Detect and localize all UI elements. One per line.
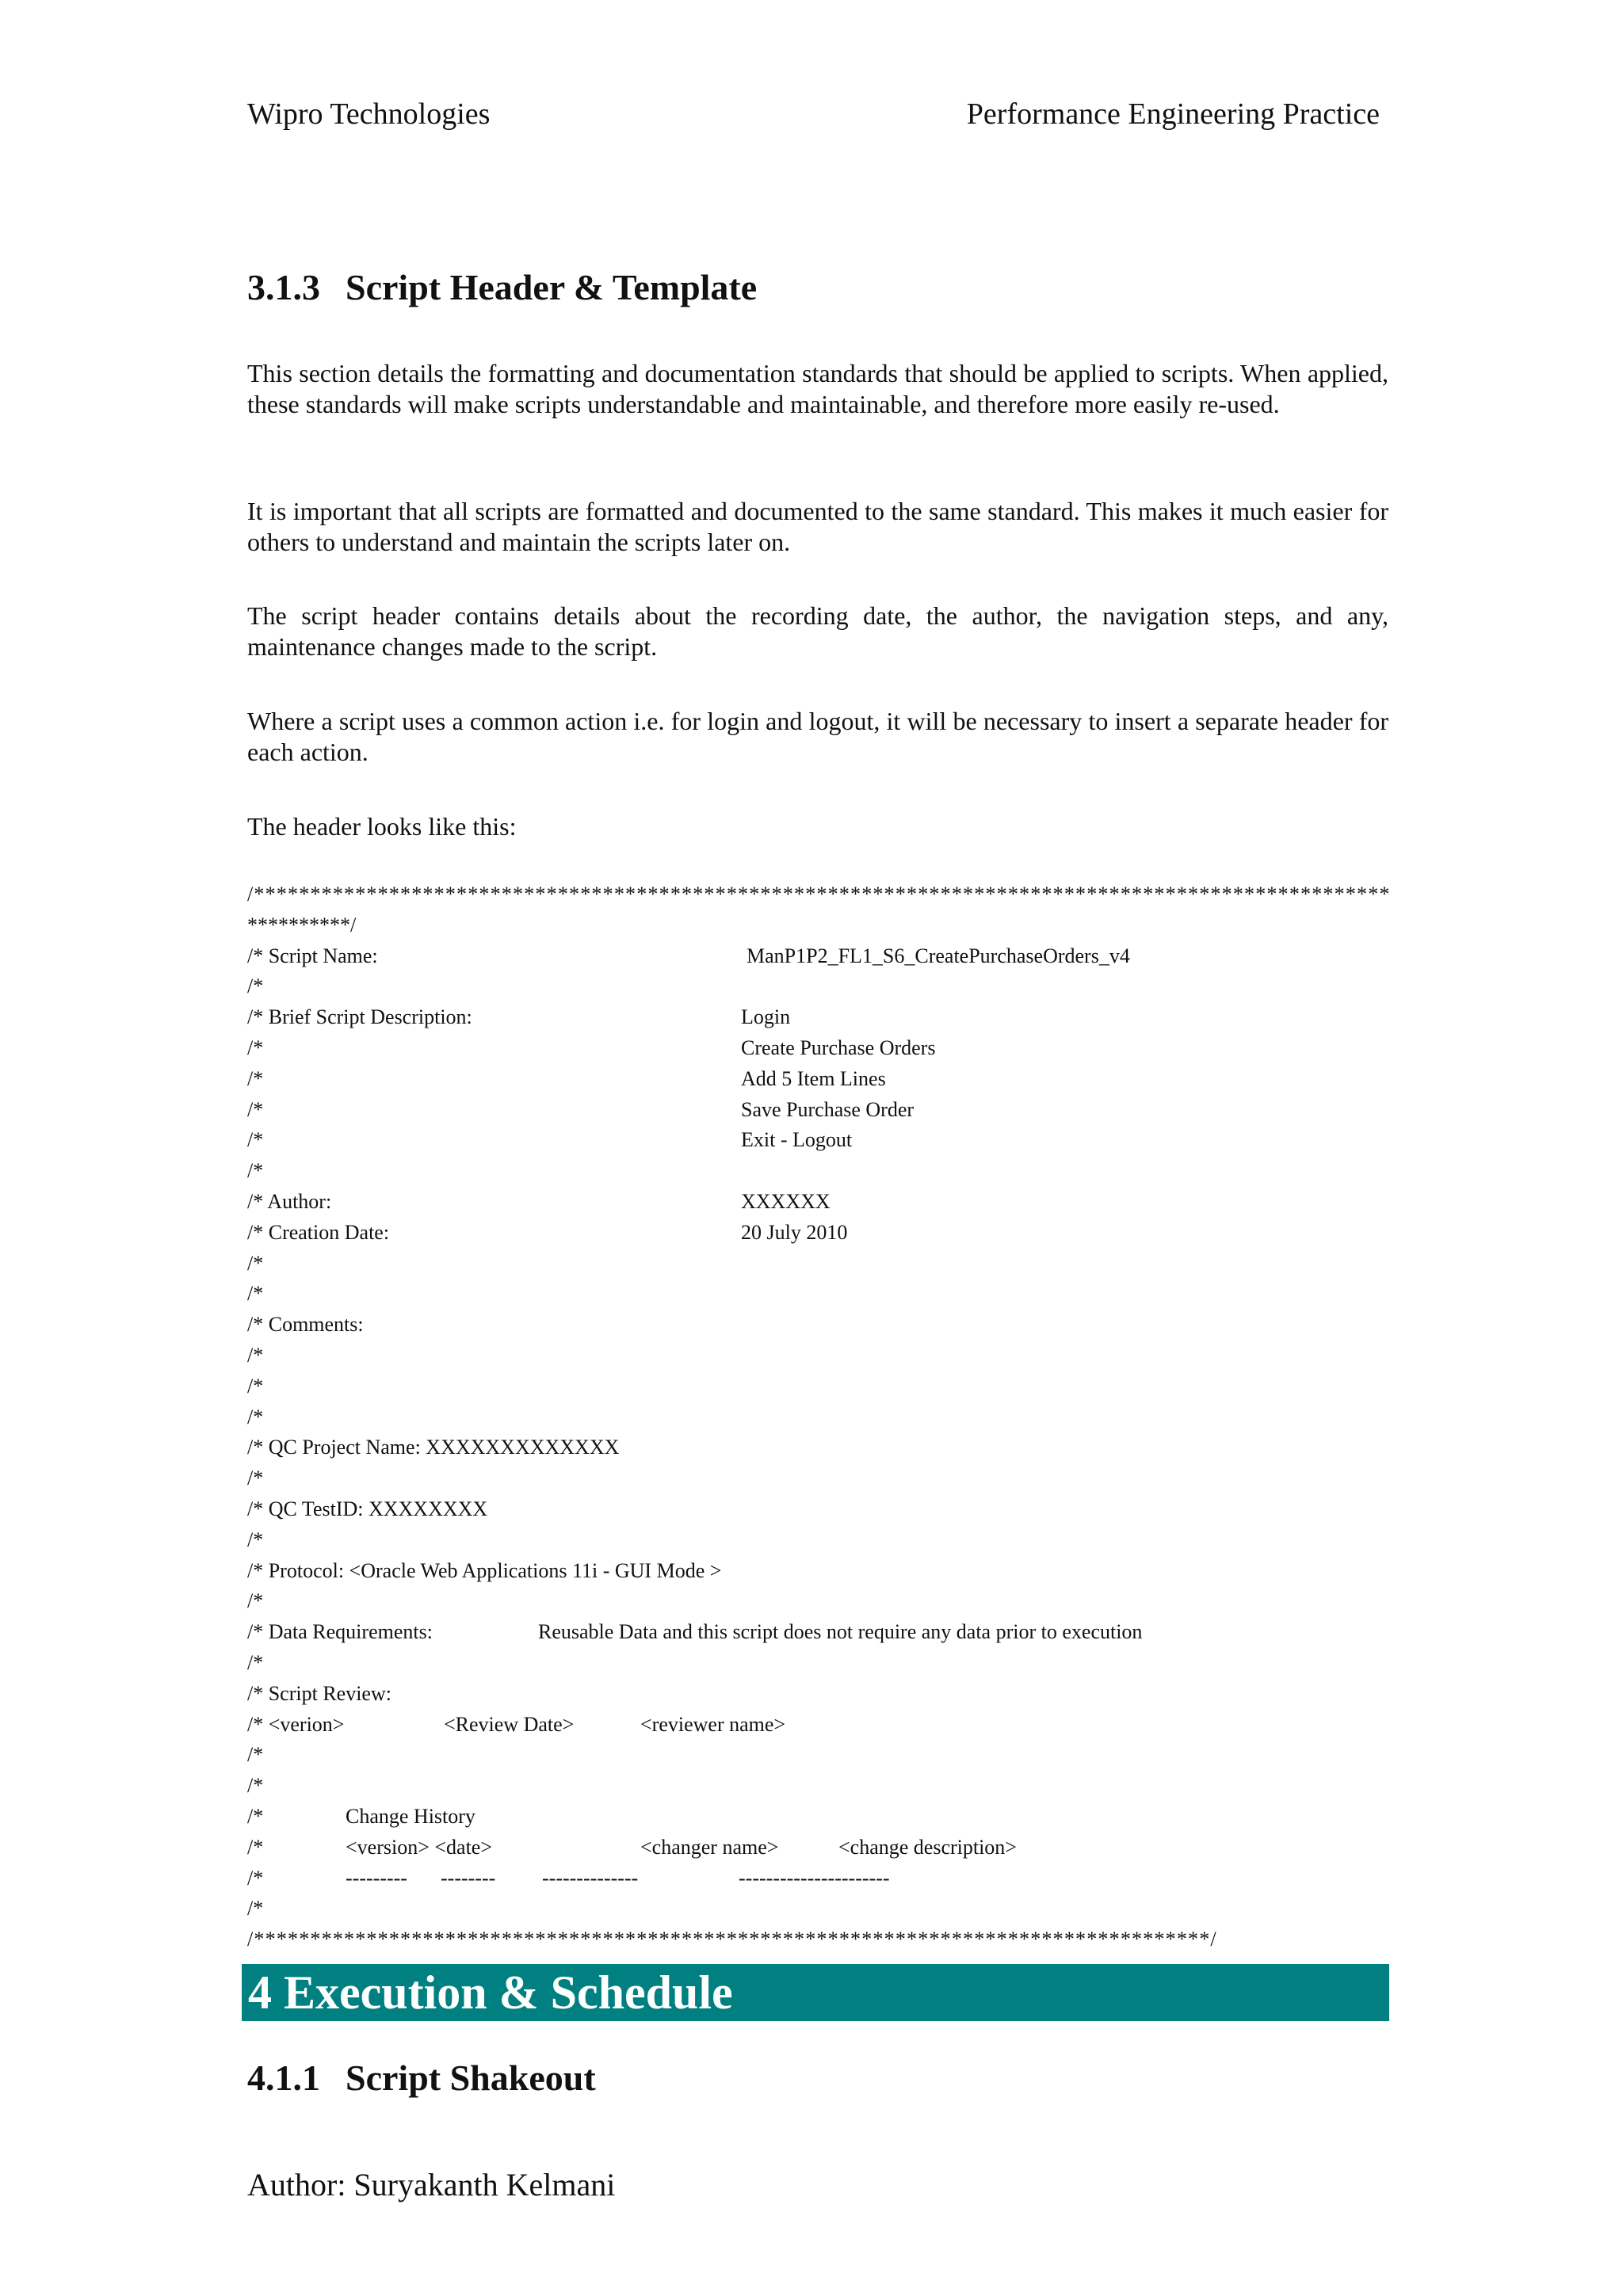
author-label: /* Author: bbox=[247, 1189, 332, 1213]
comment-line: /* bbox=[247, 1866, 264, 1890]
change-history-label: Change History bbox=[346, 1804, 475, 1828]
protocol-line: /* Protocol: <Oracle Web Applications 11i - GUI Mode > bbox=[247, 1558, 722, 1582]
paragraph-header-contents: The script header contains details about the recording date, the author, the navigation steps, and any, maintenance changes made to the script. bbox=[247, 601, 1388, 661]
change-description: <change description> bbox=[838, 1835, 1017, 1859]
description-step: Add 5 Item Lines bbox=[741, 1066, 886, 1090]
change-version-date: <version> <date> bbox=[346, 1835, 492, 1859]
comment-line: /* bbox=[247, 1097, 264, 1121]
comment-line: /* bbox=[247, 1066, 264, 1090]
description-step: Login bbox=[741, 1005, 791, 1029]
comment-line: /* bbox=[247, 1374, 264, 1398]
star-border-top-cont: **********/ bbox=[247, 913, 357, 936]
author-value: XXXXXX bbox=[741, 1189, 831, 1213]
comment-line: /* bbox=[247, 1743, 264, 1767]
comment-line: /* bbox=[247, 1466, 264, 1490]
section-heading-4: 4 Execution & Schedule bbox=[242, 1964, 1389, 2021]
qc-testid-line: /* QC TestID: XXXXXXXX bbox=[247, 1497, 488, 1520]
footer-author: Author: Suryakanth Kelmani bbox=[247, 2167, 616, 2203]
comment-line: /* bbox=[247, 1774, 264, 1798]
page-header-practice: Performance Engineering Practice bbox=[966, 97, 1380, 131]
description-step: Create Purchase Orders bbox=[741, 1035, 936, 1059]
data-requirements-value: Reusable Data and this script does not require any data prior to execution bbox=[538, 1620, 1143, 1644]
reviewer-name: <reviewer name> bbox=[640, 1712, 786, 1736]
section-number: 3.1.3 bbox=[247, 267, 320, 307]
comment-line: /* bbox=[247, 1251, 264, 1275]
paragraph-importance: It is important that all scripts are formatted and documented to the same standard. This makes it much easier for others to understand and maintain the scripts later on. bbox=[247, 497, 1388, 556]
comments-label: /* Comments: bbox=[247, 1313, 364, 1337]
qc-project-line: /* QC Project Name: XXXXXXXXXXXXX bbox=[247, 1436, 620, 1459]
script-review-label: /* Script Review: bbox=[247, 1681, 391, 1705]
comment-line: /* bbox=[247, 1527, 264, 1551]
data-requirements-label: /* Data Requirements: bbox=[247, 1620, 433, 1644]
paragraph-common-action: Where a script uses a common action i.e. for login and logout, it will be necessary to insert a separate header for each action. bbox=[247, 707, 1388, 766]
comment-line: /* bbox=[247, 1804, 264, 1828]
review-date: <Review Date> bbox=[444, 1712, 575, 1736]
comment-line: /* bbox=[247, 1159, 264, 1183]
dash-separator: -------------- bbox=[542, 1866, 639, 1890]
comment-line: /* bbox=[247, 1343, 264, 1367]
section-title: Script Header & Template bbox=[346, 267, 758, 307]
description-step: Exit - Logout bbox=[741, 1128, 853, 1152]
comment-line: /* bbox=[247, 1035, 264, 1059]
comment-line: /* bbox=[247, 1650, 264, 1674]
paragraph-intro: This section details the formatting and documentation standards that should be applied to scripts. When applied, these standards will make scripts understandable and maintainable, and therefore more easily re-used. bbox=[247, 359, 1388, 418]
comment-line: /* bbox=[247, 1405, 264, 1428]
section-title: Script Shakeout bbox=[346, 2058, 596, 2098]
script-name-value: ManP1P2_FL1_S6_CreatePurchaseOrders_v4 bbox=[747, 944, 1130, 967]
changer-name: <changer name> bbox=[640, 1835, 779, 1859]
description-step: Save Purchase Order bbox=[741, 1097, 915, 1121]
comment-line: /* bbox=[247, 1128, 264, 1152]
description-label: /* Brief Script Description: bbox=[247, 1005, 472, 1029]
creation-date-value: 20 July 2010 bbox=[741, 1220, 848, 1244]
script-header-template bbox=[247, 879, 1396, 1955]
dash-separator: --------- bbox=[346, 1866, 407, 1890]
star-border-top: /***************************************************************************************************** bbox=[247, 883, 1391, 906]
comment-line: /* bbox=[247, 1589, 264, 1613]
creation-date-label: /* Creation Date: bbox=[247, 1220, 390, 1244]
star-border-bottom: /*************************************************************************************/ bbox=[247, 1928, 1217, 1951]
comment-line: /* bbox=[247, 1282, 264, 1306]
section-number: 4.1.1 bbox=[247, 2058, 320, 2098]
script-name-label: /* Script Name: bbox=[247, 944, 378, 967]
comment-line: /* bbox=[247, 1897, 264, 1920]
review-version: /* <verion> bbox=[247, 1712, 345, 1736]
dash-separator: ---------------------- bbox=[739, 1866, 890, 1890]
comment-line: /* bbox=[247, 1835, 264, 1859]
section-heading-4-1-1 bbox=[247, 2057, 596, 2099]
dash-separator: -------- bbox=[441, 1866, 496, 1890]
paragraph-header-looks: The header looks like this: bbox=[247, 812, 517, 841]
section-heading-3-1-3 bbox=[247, 266, 757, 308]
comment-line: /* bbox=[247, 974, 264, 998]
page-header-company: Wipro Technologies bbox=[247, 97, 491, 131]
